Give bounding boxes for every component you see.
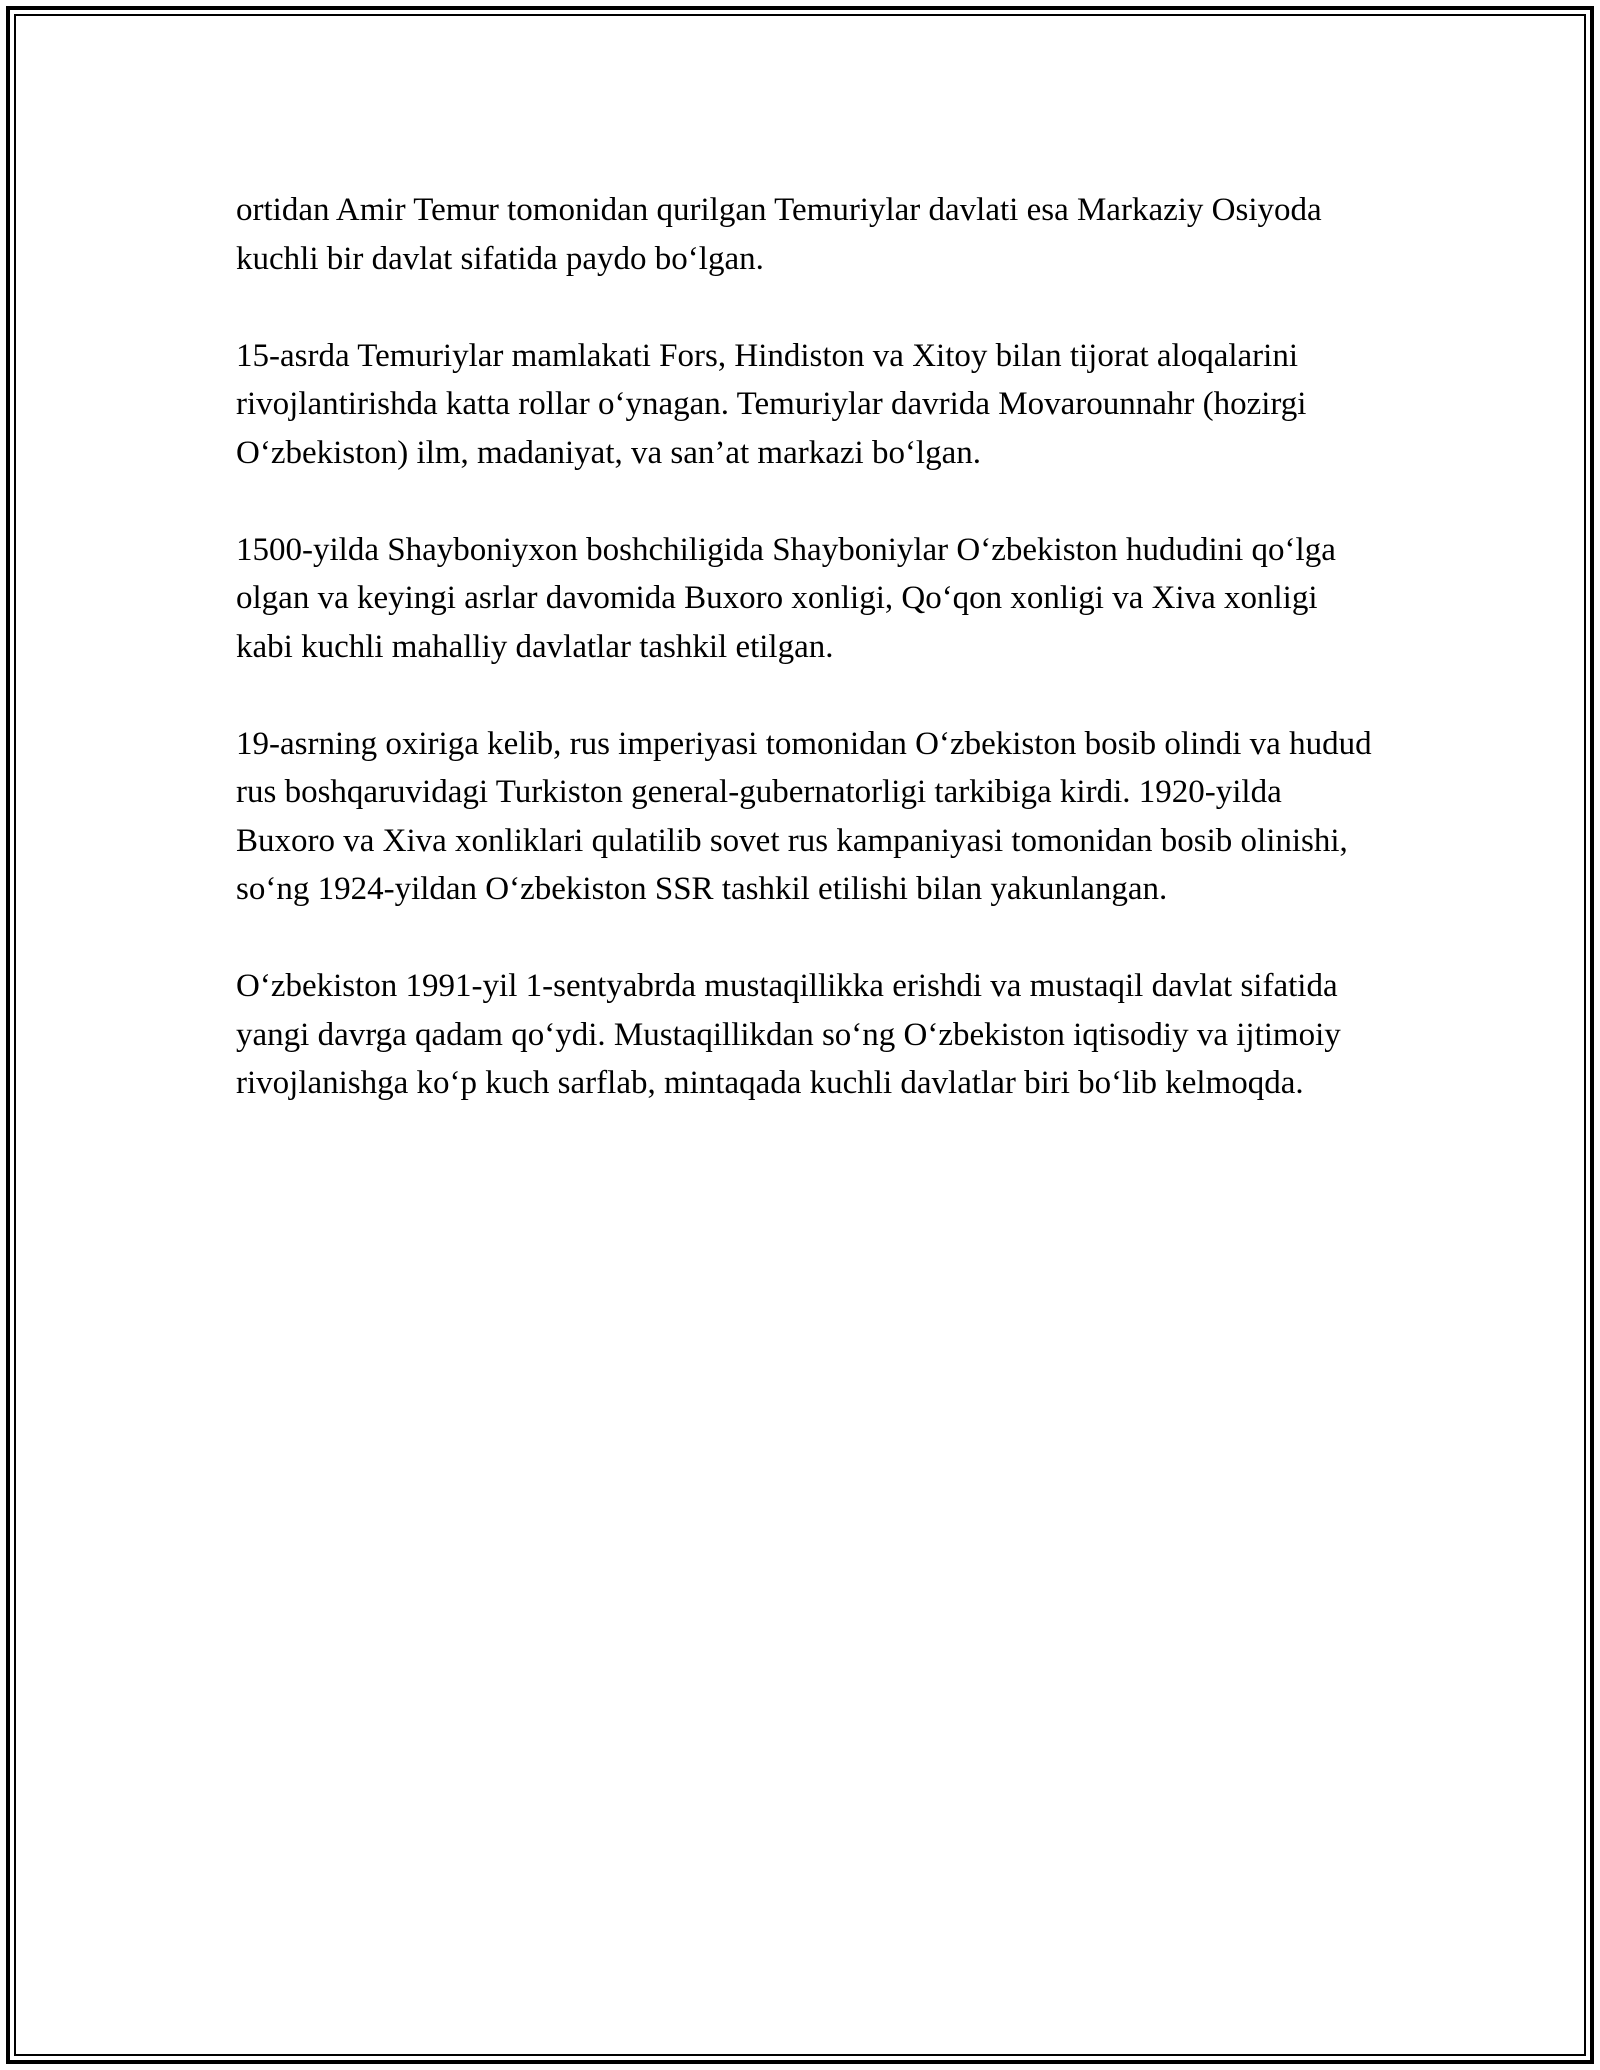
paragraph-1: ortidan Amir Temur tomonidan qurilgan Temuriylar davlati esa Markaziy Osiyoda kuchli bir davlat sifatida paydo bo‘lgan. [236,192,1322,277]
paragraph-5: O‘zbekiston 1991-yil 1-sentyabrda mustaqillikka erishdi va mustaqil davlat sifatida yangi davrga qadam qo‘ydi. Mustaqillikdan so‘ng O‘zbekiston iqtisodiy va ijtimoiy rivojlanishga ko‘p kuch sarflab, mintaqada kuchli davlatlar biri bo‘lib kelmoqda. [236,968,1341,1101]
paragraph-4: 19-asrning oxiriga kelib, rus imperiyasi tomonidan O‘zbekiston bosib olindi va hudud rus boshqaruvidagi Turkiston general-gubernatorligi tarkibiga kirdi. 1920-yilda Buxoro va Xiva xonliklari qulatilib sovet rus kampaniyasi tomonidan bosib olinishi, so‘ng 1924-yildan O‘zbekiston SSR tashkil etilishi bilan yakunlangan. [236,725,1372,907]
document-body [236,186,1376,1156]
paragraph-2: 15-asrda Temuriylar mamlakati Fors, Hindiston va Xitoy bilan tijorat aloqalarini rivojlantirishda katta rollar o‘ynagan. Temuriylar davrida Movarounnahr (hozirgi O‘zbekiston) ilm, madaniyat, va san’at markazi bo‘lgan. [236,337,1307,471]
paragraph-3: 1500-yilda Shayboniyxon boshchiligida Shayboniylar O‘zbekiston hududini qo‘lga olgan va keyingi asrlar davomida Buxoro xonligi, Qo‘qon xonligi va Xiva xonligi kabi kuchli mahalliy davlatlar tashkil etilgan. [236,531,1336,665]
